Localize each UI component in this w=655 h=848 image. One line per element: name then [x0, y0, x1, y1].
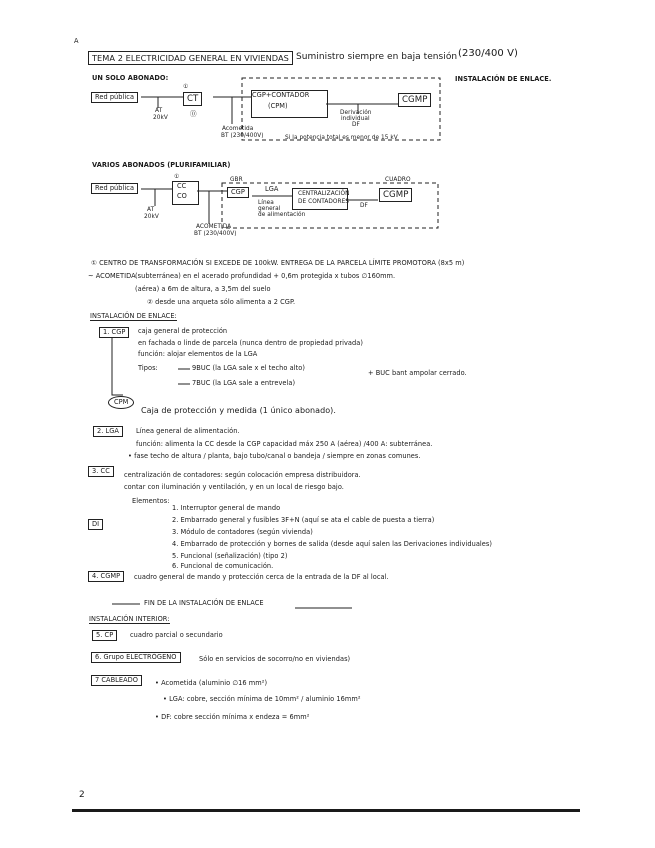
- df-label-2: DF: [360, 203, 368, 209]
- tipo-note: + BUC bant ampolar cerrado.: [368, 369, 467, 377]
- elemento-3: 3. Módulo de contadores (según vivienda): [172, 528, 313, 536]
- lga-tag: 2. LGA: [93, 426, 123, 437]
- elemento-5: 5. Funcional (señalización) (tipo 2): [172, 552, 288, 560]
- lga-line-1: Línea general de alimentación.: [136, 427, 240, 435]
- ct-note: ① CENTRO DE TRANSFORMACIÓN SI EXCEDE DE 100kW. ENTREGA DE LA PARCELA LÍMITE PROMOTORA (8x5 m): [91, 259, 465, 267]
- cgp-line-2: en fachada o linde de parcela (nunca dentro de propiedad privada): [138, 339, 363, 347]
- interior-heading: INSTALACIÓN INTERIOR:: [89, 615, 170, 623]
- diagram1-heading: UN SOLO ABONADO:: [92, 74, 169, 82]
- tipos-label: Tipos:: [138, 364, 158, 372]
- cgmp-box-2: CGMP: [379, 188, 412, 202]
- centralizacion-box: [292, 188, 348, 210]
- ct-box: CT: [183, 92, 202, 106]
- elemento-2: 2. Embarrado general y fusibles 3F+N (aquí se ata el cable de puesta a tierra): [172, 516, 435, 524]
- linea-label: Línea: [258, 200, 274, 206]
- cc-label-2: CO: [177, 192, 187, 200]
- elemento-6: 6. Funcional de comunicación.: [172, 562, 274, 570]
- general-label: general: [258, 206, 281, 212]
- at-voltage: 20kV: [153, 115, 168, 121]
- page-bottom-rule: [72, 809, 580, 812]
- grupo-electrogeno-tag: 6. Grupo ELECTRÓGENO: [91, 652, 181, 663]
- cgp-box-2: CGP: [227, 187, 249, 198]
- derivacion-label: Derivación: [340, 110, 372, 116]
- enlace-heading: INSTALACIÓN DE ENLACE:: [90, 312, 177, 320]
- elemento-1: 1. Interruptor general de mando: [172, 504, 281, 512]
- cgp-contador-label: CGP+CONTADOR: [252, 91, 310, 99]
- cgmp-tag: 4. CGMP: [88, 571, 124, 582]
- fin-enlace: FIN DE LA INSTALACIÓN DE ENLACE: [144, 599, 264, 607]
- alimentacion-label: de alimentación: [258, 212, 306, 218]
- title-voltage: (230/400 V): [458, 48, 518, 59]
- ct-circles: ⓪: [190, 110, 197, 118]
- elementos-label: Elementos:: [132, 497, 170, 505]
- cableado-tag: 7 CABLEADO: [91, 675, 142, 686]
- cpm-tag: CPM: [108, 396, 134, 409]
- cableado-3: • DF: cobre sección mínima x endeza = 6mm²: [155, 713, 310, 721]
- contadores-label: DE CONTADORES: [298, 199, 350, 205]
- acometida-line-3: ② desde una arqueta sólo alimenta a 2 CGP.: [147, 298, 296, 306]
- bt-label: BT (230/400V): [221, 133, 264, 139]
- red-publica-box-2: Red pública: [91, 183, 138, 194]
- diagram2-heading: VARIOS ABONADOS (PLURIFAMILIAR): [92, 161, 231, 169]
- derivacion-label-2: individual: [341, 116, 370, 122]
- cc-number: ①: [174, 174, 180, 180]
- cc-line-2: contar con iluminación y ventilación, y en un local de riesgo bajo.: [124, 483, 344, 491]
- page-number: 2: [79, 790, 85, 800]
- cgp-label-top: GBR: [230, 177, 243, 183]
- cc-line-1: centralización de contadores: según colocación empresa distribuidora.: [124, 471, 361, 479]
- at-label-2: AT: [147, 207, 155, 213]
- df-label: DF: [352, 122, 360, 128]
- cgp-box: [251, 90, 328, 118]
- centralizacion-label: CENTRALIZACIÓN: [298, 191, 350, 197]
- bt-label-2: BT (230/400V): [194, 231, 237, 237]
- cc-label: CC: [177, 182, 187, 190]
- cableado-2: • LGA: cobre, sección mínima de 10mm² / aluminio 16mm²: [163, 695, 361, 703]
- cgmp-description: cuadro general de mando y protección cerca de la entrada de la DF al local.: [134, 573, 389, 581]
- cuadro-label: CUADRO: [385, 177, 411, 183]
- cgp-line-1: caja general de protección: [138, 327, 228, 335]
- page-title: TEMA 2 ELECTRICIDAD GENERAL EN VIVIENDAS: [88, 51, 293, 65]
- cgmp-box: CGMP: [398, 93, 431, 107]
- cpm-label: (CPM): [268, 102, 288, 110]
- tipo-1: 9BUC (la LGA sale x el techo alto): [192, 364, 305, 372]
- lga-line-2: función: alimenta la CC desde la CGP capacidad máx 250 A (aérea) /400 A: subterránea.: [136, 440, 433, 448]
- cableado-1: • Acometida (aluminio ∅16 mm²): [155, 679, 268, 687]
- grupo-electrogeno-description: Sólo en servicios de socorro/no en viviendas): [199, 655, 351, 663]
- acometida-line-1: (subterránea) en el acerado profundidad + 0,6m protegida x tubos ∅160mm.: [135, 272, 396, 280]
- acometida-label: Acometida: [222, 126, 254, 132]
- page-corner-mark: A: [74, 37, 79, 45]
- acometida-label-2: ACOMETIDA: [196, 224, 232, 230]
- cgp-tag: 1. CGP: [99, 327, 129, 338]
- acometida-heading: ~ ACOMETIDA: [88, 272, 136, 280]
- cpm-description: Caja de protección y medida (1 único abonado).: [141, 406, 336, 415]
- potencia-note: Si la potencia total es menor de 15 kV: [285, 135, 398, 141]
- lga-line-3: • fase techo de altura / planta, bajo tubo/canal o bandeja / siempre en zonas comunes.: [128, 452, 421, 460]
- cgp-line-3: función: alojar elementos de la LGA: [138, 350, 258, 358]
- cc-box: [172, 181, 199, 205]
- at-voltage-2: 20kV: [144, 214, 159, 220]
- ct-number: ①: [183, 84, 189, 90]
- at-label: AT: [155, 108, 163, 114]
- cp-tag: 5. CP: [92, 630, 117, 641]
- cc-tag: 3. CC: [88, 466, 114, 477]
- df-tag: DI: [88, 519, 103, 530]
- tipo-2: 7BUC (la LGA sale a entrevela): [192, 379, 296, 387]
- cp-description: cuadro parcial o secundario: [130, 631, 223, 639]
- acometida-line-2: (aérea) a 6m de altura, a 3,5m del suelo: [135, 285, 271, 293]
- enlace-label: INSTALACIÓN DE ENLACE.: [455, 75, 552, 83]
- lga-label: LGA: [265, 185, 279, 193]
- elemento-4: 4. Embarrado de protección y bornes de salida (desde aquí salen las Derivaciones individuales): [172, 540, 493, 548]
- title-supply: Suministro siempre en baja tensión: [296, 52, 458, 62]
- red-publica-box: Red pública: [91, 92, 138, 103]
